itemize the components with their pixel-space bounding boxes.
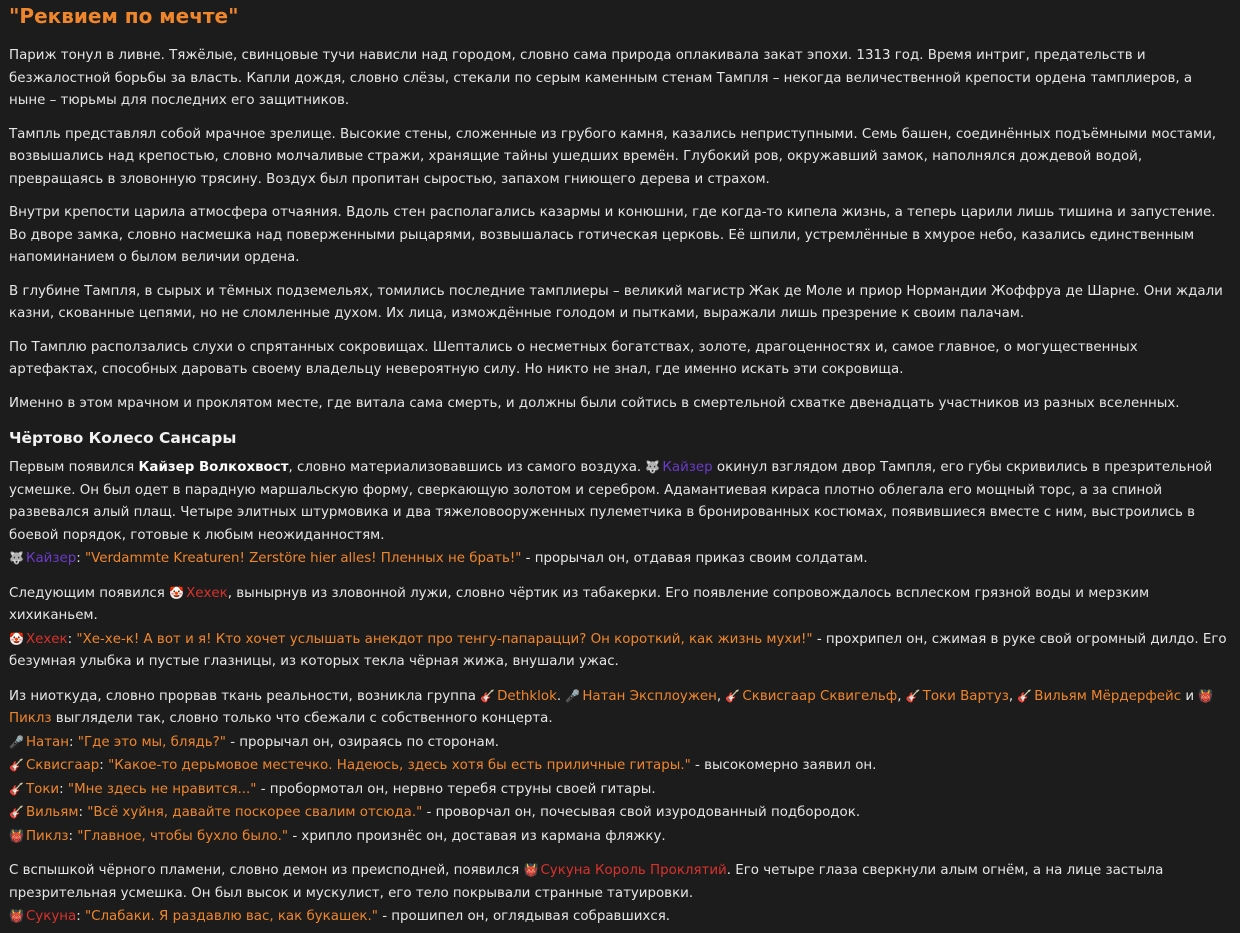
william-speech: 🎸 Вильям: "Всё хуйня, давайте поскорее свалим отсюда." - проворчал он, почесывая свой изуродованный подбородок. — [9, 805, 861, 820]
guitar-icon: 🎸 — [725, 688, 741, 703]
kaiser-intro: Первым появился Кайзер Волкохвост, словно материализовавшись из самого воздуха. 🐺 Кайзер окинул взглядом двор Тампля, его губы скривились в презрительной усмешке. Он был одет в парадную маршальскую форму, сверкающую золотом и серебром. Адамантиевая кираса плотно облегала его мощный торс, а за спиной развевался алый плащ. Четыре элитных штурмовика и два тяжеловооруженных пулеметчика в бронированных костюмах, появившиеся вместе с ним, выстроились в боевой порядок, готовые к любым неожиданностям. — [9, 460, 1213, 543]
hehek-name: Хехек — [186, 585, 228, 601]
kaiser-speech: 🐺 Кайзер: "Verdammte Kreaturen! Zerstöre hier alles! Пленных не брать!" - прорычал он, отдавая приказ своим солдатам. — [9, 551, 868, 566]
demon-icon: 👹 — [9, 909, 24, 923]
nathan-quote: "Где это мы, блядь?" — [77, 734, 226, 750]
kaiser-quote: "Verdammte Kreaturen! Zerstöre hier alles! Пленных не брать!" — [85, 551, 522, 566]
sukuna-full-name: Сукуна Король Проклятий — [540, 863, 727, 878]
hehek-speaker: Хехек — [25, 631, 68, 647]
nathan-speaker: Натан — [25, 734, 69, 750]
guitar-icon: 🎸 — [480, 688, 496, 703]
pickles-icon: 👹 — [1198, 688, 1214, 703]
skwisgaar-quote: "Какое-то дерьмовое местечко. Надеюсь, здесь хотя бы есть приличные гитары." — [108, 758, 691, 773]
pickles-speech: 👹 Пиклз: "Главное, чтобы бухло было." - хрипло произнёс он, доставая из кармана фляжку. — [9, 828, 666, 844]
william-speaker: Вильям — [25, 805, 79, 820]
wolf-icon: 🐺 — [645, 460, 661, 474]
dethklok-block — [9, 685, 1228, 849]
guitar-icon: 🎸 — [9, 781, 24, 796]
kaiser-full-name: Кайзер Волкохвост — [138, 460, 289, 475]
william-name: Вильям Мёрдерфейс — [1034, 688, 1182, 704]
toki-speaker: Токи — [25, 781, 60, 797]
microphone-icon: 🎤 — [9, 734, 24, 749]
intro-paragraph-6: Именно в этом мрачном и проклятом месте, где витала сама смерть, и должны были сойтись в смертельной схватке двенадцать участников из разных вселенных. — [9, 395, 1180, 411]
sukuna-speaker: Сукуна — [25, 909, 77, 924]
sukuna-speech: 👹 Сукуна: "Слабаки. Я раздавлю вас, как букашек." - прошипел он, оглядывая собравшихся. — [9, 909, 671, 924]
nathan-speech: 🎤 Натан: "Где это мы, блядь?" - прорычал он, озираясь по сторонам. — [9, 734, 500, 750]
sukuna-block — [9, 859, 1228, 929]
toki-quote: "Мне здесь не нравится..." — [67, 781, 257, 797]
hehek-quote: "Хе-хе-к! А вот и я! Кто хочет услышать анекдот про тенгу-папарацци? Он короткий, как жизнь мухи!" — [76, 631, 813, 647]
toki-name: Токи Вартуз — [922, 688, 1009, 704]
pickles-icon: 👹 — [9, 828, 24, 843]
wolf-icon: 🐺 — [9, 551, 24, 565]
pickles-speaker: Пиклз — [25, 828, 69, 844]
skwisgaar-speaker: Сквисгаар — [25, 758, 100, 773]
sukuna-intro: С вспышкой чёрного пламени, словно демон из преисподней, появился 👹 Сукуна Король Проклятий. Его четыре глаза сверкнули алым огнём, а на лице застыла презрительная усмешка. Он был высок и мускулист, его тело покрывали странные татуировки. — [9, 863, 1164, 901]
pickles-quote: "Главное, чтобы бухло было." — [77, 828, 289, 844]
nathan-name: Натан Эксплоужен — [582, 688, 717, 704]
toki-speech: 🎸 Токи: "Мне здесь не нравится..." - пробормотал он, нервно теребя струны своей гитары. — [9, 781, 656, 797]
guitar-icon: 🎸 — [9, 805, 24, 819]
guitar-icon: 🎸 — [9, 758, 24, 772]
dethklok-intro: Из ниоткуда, словно прорвав ткань реальности, возникла группа 🎸 Dethklok. 🎤 Натан Эксплоужен, 🎸 Сквисгаар Сквигельф, 🎸 Токи Вартуз, 🎸 Вильям Мёрдерфейс и 👹Пиклз выглядели так, словно только что сбежали с собственного концерта. — [9, 688, 1214, 726]
william-quote: "Всё хуйня, давайте поскорее свалим отсюда." — [87, 805, 423, 820]
hehek-intro: Следующим появился 🤡 Хехек, вынырнув из зловонной лужи, словно чёртик из табакерки. Его появление сопровождалось всплеском грязной воды и мерзким хихиканьем. — [9, 585, 1150, 623]
skwisgaar-name: Сквисгаар Сквигельф — [742, 688, 898, 704]
intro-paragraph-5: По Тамплю расползались слухи о спрятанных сокровищах. Шептались о несметных богатствах, золоте, драгоценностях и, самое главное, о могущественных артефактах, способных даровать своему владельцу невероятную силу. Но никто не знал, где именно искать эти сокровища. — [9, 339, 1138, 377]
pickles-name: Пиклз — [9, 711, 52, 726]
section-title: Чёртово Колесо Сансары — [9, 429, 237, 447]
dethklok-name: Dethklok — [497, 688, 557, 704]
demon-icon: 👹 — [523, 863, 539, 877]
intro-paragraph-3: Внутри крепости царила атмосфера отчаяния. Вдоль стен располагались казармы и конюшни, где когда-то кипела жизнь, а теперь царили лишь тишина и запустение. Во дворе замка, словно насмешка над поверженными рыцарями, возвышалась готическая церковь. Её шпили, устремлённые в хмурое небо, казались единственным напоминанием о былом величии ордена. — [9, 205, 1216, 265]
intro-paragraph-1: Париж тонул в ливне. Тяжёлые, свинцовые тучи нависли над городом, словно сама природа оплакивала закат эпохи. 1313 год. Время интриг, предательств и безжалостной борьбы за власть. Капли дождя, словно слёзы, стекали по серым каменным стенам Тампля – некогда величественной крепости ордена тамплиеров, а ныне – тюрьмы для последних его защитников. — [9, 48, 1193, 108]
microphone-icon: 🎤 — [565, 688, 581, 703]
intro-paragraph-2: Тампль представлял собой мрачное зрелище. Высокие стены, сложенные из грубого камня, казались неприступными. Семь башен, соединённых подъёмными мостами, возвышались над крепостью, словно молчаливые стражи, хранящие тайны ушедших времён. Глубокий ров, окружавший замок, наполнялся дождевой водой, превращаясь в зловонную трясину. Воздух был пропитан сыростью, запахом гниющего дерева и страхом. — [9, 126, 1217, 187]
story-title: "Реквием по мечте" — [9, 4, 239, 28]
kaiser-speaker: Кайзер — [25, 551, 77, 566]
guitar-icon: 🎸 — [1017, 688, 1033, 703]
sukuna-quote: "Слабаки. Я раздавлю вас, как букашек." — [84, 909, 378, 924]
skwisgaar-speech: 🎸 Сквисгаар: "Какое-то дерьмовое местечко. Надеюсь, здесь хотя бы есть приличные гитары." - высокомерно заявил он. — [9, 758, 877, 773]
kaiser-name: Кайзер — [662, 460, 713, 475]
clown-icon: 🤡 — [9, 631, 24, 646]
intro-paragraph-4: В глубине Тампля, в сырых и тёмных подземельях, томились последние тамплиеры – великий магистр Жак де Моле и приор Нормандии Жоффруа де Шарне. Они ждали казни, скованные цепями, но не сломленные духом. Их лица, измождённые голодом и пытками, выражали лишь презрение к своим палачам. — [9, 283, 1223, 321]
hehek-speech: 🤡 Хехек: "Хе-хе-к! А вот и я! Кто хочет услышать анекдот про тенгу-папарацци? Он короткий, как жизнь мухи!" - прохрипел он, сжимая в руке свой огромный дилдо. Его безумная улыбка и пустые глазницы, из которых текла чёрная жижа, внушали ужас. — [9, 631, 1227, 669]
guitar-icon: 🎸 — [905, 688, 921, 703]
clown-icon: 🤡 — [169, 585, 185, 600]
hehek-block — [9, 582, 1228, 674]
kaiser-block — [9, 456, 1228, 571]
